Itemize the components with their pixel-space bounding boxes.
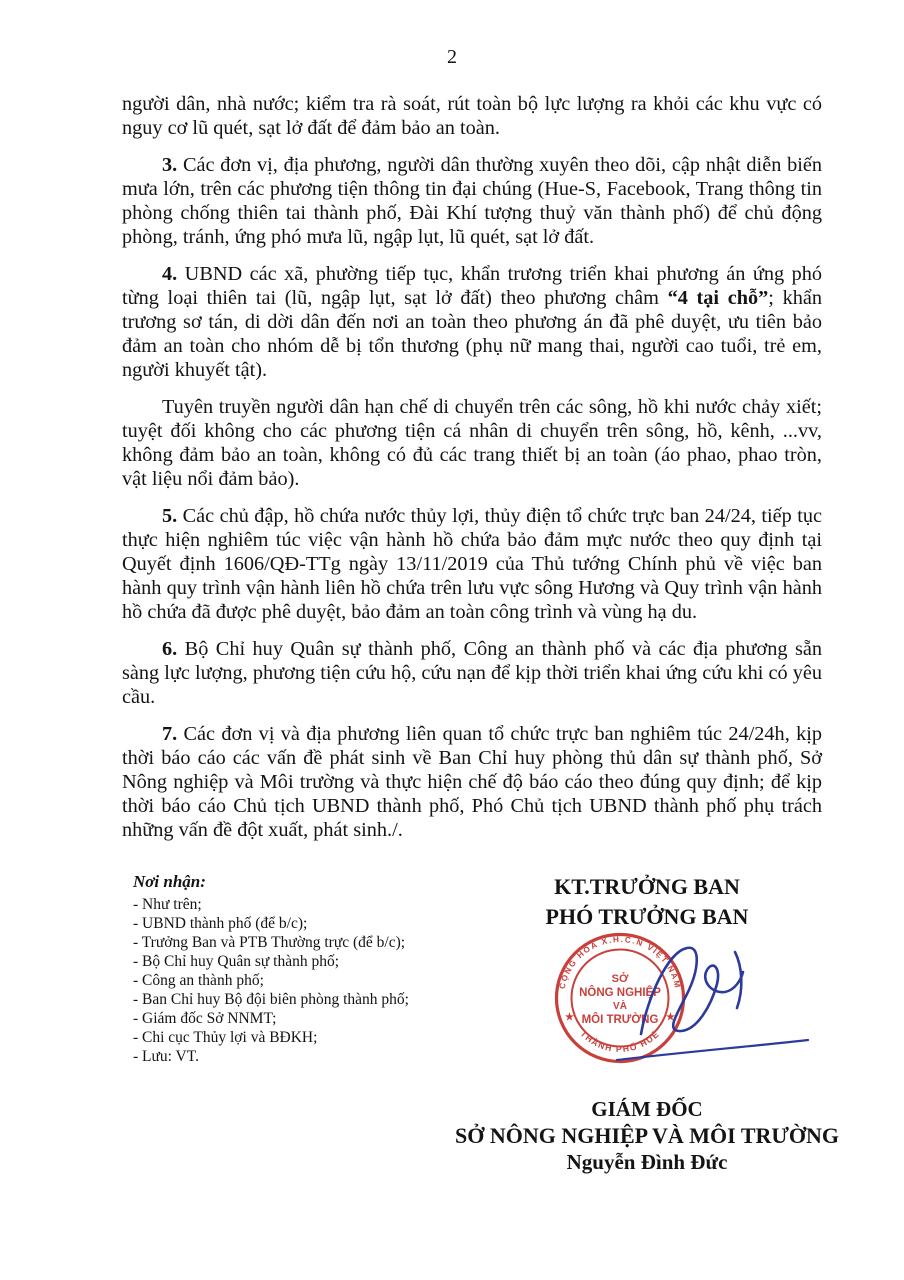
page-number: 2: [447, 46, 457, 68]
paragraph-text: Tuyên truyền người dân hạn chế di chuyển trên các sông, hồ khi nước chảy xiết; tuyệt đối không cho các phương tiện cá nhân di chuyển trên sông, hồ, kênh, ...vv, không đảm bảo an toàn, không có đủ các trang thiết bị an toàn (áo phao, phao tròn, vật liệu nổi đảm bảo).: [122, 396, 822, 490]
recipient-item: - Như trên;: [133, 896, 202, 913]
document-body: [122, 92, 822, 842]
paragraph: [122, 153, 822, 249]
signature-authority-line2: PHÓ TRƯỞNG BAN: [545, 904, 749, 929]
signature-stroke: [735, 952, 741, 1008]
signature-authority-line1: KT.TRƯỞNG BAN: [554, 874, 740, 899]
signer-organization: SỞ NÔNG NGHIỆP VÀ MÔI TRƯỜNG: [454, 1123, 840, 1148]
recipient-item: - Công an thành phố;: [133, 972, 264, 989]
recipient-item: - UBND thành phố (để b/c);: [133, 915, 308, 932]
paragraph-text: 5.: [162, 505, 178, 527]
recipient-item: - Giám đốc Sở NNMT;: [133, 1010, 277, 1027]
paragraph-text: 6.: [162, 638, 178, 660]
paragraph: [122, 637, 822, 709]
paragraph: [122, 722, 822, 842]
stamp-center-line-1: SỞ: [611, 973, 629, 985]
recipient-item: - Bộ Chỉ huy Quân sự thành phố;: [133, 953, 340, 970]
paragraph-text: 4.: [162, 263, 178, 285]
stamp-star-left-icon: ★: [565, 1012, 574, 1023]
recipients-list: [133, 895, 478, 1066]
handwritten-signature: [595, 922, 825, 1080]
paragraph-text: 3.: [162, 154, 178, 176]
recipients-block: [133, 872, 478, 1066]
paragraph-text: Các chủ đập, hồ chứa nước thủy lợi, thủy điện tổ chức trực ban 24/24, tiếp tục thực hiện nghiêm túc việc vận hành hồ chứa bảo đảm mực nước theo quy định tại Quyết định 1606/QĐ-TTg ngày 13/11/2019 của Thủ tướng Chính phủ về việc ban hành quy trình vận hành liên hồ chứa trên lưu vực sông Hương và Quy trình vận hành hồ chứa đã được phê duyệt, bảo đảm an toàn công trình và vùng hạ du.: [122, 505, 822, 623]
stamp-center-line-3: VÀ: [613, 1001, 627, 1012]
stamp-center-line-4: MÔI TRƯỜNG: [581, 1014, 659, 1026]
paragraph-text: Bộ Chỉ huy Quân sự thành phố, Công an thành phố và các địa phương sẵn sàng lực lượng, phương tiện cứu hộ, cứu nạn để kịp thời triển khai ứng cứu khi có yêu cầu.: [122, 638, 822, 708]
stamp-center-line-2: NÔNG NGHIỆP: [579, 987, 661, 999]
stamp-ring-top-text: CỘNG HÒA X.H.C.N VIỆT NAM: [557, 934, 683, 990]
paragraph-text: ; khẩn trương sơ tán, di dời dân đến nơi an toàn theo phương án đã phê duyệt, ưu tiên bảo đảm an toàn cho nhóm dễ bị tổn thương (phụ nữ mang thai, người cao tuổi, trẻ em, người khuyết tật).: [122, 287, 822, 381]
paragraph-text: 7.: [162, 723, 178, 745]
paragraph-text: người dân, nhà nước; kiểm tra rà soát, rút toàn bộ lực lượng ra khỏi các khu vực có nguy cơ lũ quét, sạt lở đất để đảm bảo an toàn.: [122, 93, 822, 139]
stamp-ring-bottom-text: THÀNH PHỐ HUẾ: [578, 1028, 662, 1054]
paragraph: [122, 92, 822, 140]
paragraph: [122, 262, 822, 382]
signer-block: [437, 1096, 857, 1176]
paragraph-text: Các đơn vị và địa phương liên quan tổ chức trực ban nghiêm túc 24/24h, kịp thời báo cáo các vấn đề phát sinh về Ban Chỉ huy phòng thủ dân sự thành phố, Sở Nông nghiệp và Môi trường và thực hiện chế độ báo cáo theo đúng quy định; để kịp thời báo cáo Chủ tịch UBND thành phố, Phó Chủ tịch UBND thành phố phụ trách những vấn đề đột xuất, phát sinh./.: [122, 723, 822, 841]
recipient-item: - Chi cục Thủy lợi và BĐKH;: [133, 1029, 318, 1046]
paragraph-text: UBND các xã, phường tiếp tục, khẩn trương triển khai phương án ứng phó từng loại thiên tai (lũ, ngập lụt, sạt lở đất) theo phương châm: [122, 263, 822, 309]
recipients-heading: Nơi nhận:: [133, 872, 206, 891]
signer-name: Nguyễn Đình Đức: [566, 1150, 728, 1174]
signature-underline: [617, 1040, 808, 1060]
recipient-item: - Lưu: VT.: [133, 1048, 199, 1065]
signature-stroke: [641, 948, 743, 1034]
stamp-star-right-icon: ★: [666, 1012, 675, 1023]
signer-title: GIÁM ĐỐC: [591, 1097, 703, 1121]
paragraph: [122, 395, 822, 491]
paragraph: [122, 504, 822, 624]
recipient-item: - Ban Chỉ huy Bộ đội biên phòng thành phố;: [133, 991, 409, 1008]
paragraph-text: “4 tại chỗ”: [667, 287, 769, 309]
recipient-item: - Trưởng Ban và PTB Thường trực (để b/c);: [133, 934, 406, 951]
paragraph-text: Các đơn vị, địa phương, người dân thường xuyên theo dõi, cập nhật diễn biến mưa lớn, trên các phương tiện thông tin đại chúng (Hue-S, Facebook, Trang thông tin phòng chống thiên tai thành phố, Đài Khí tượng thuỷ văn thành phố) để chủ động phòng, tránh, ứng phó mưa lũ, ngập lụt, lũ quét, sạt lở đất.: [122, 154, 822, 248]
